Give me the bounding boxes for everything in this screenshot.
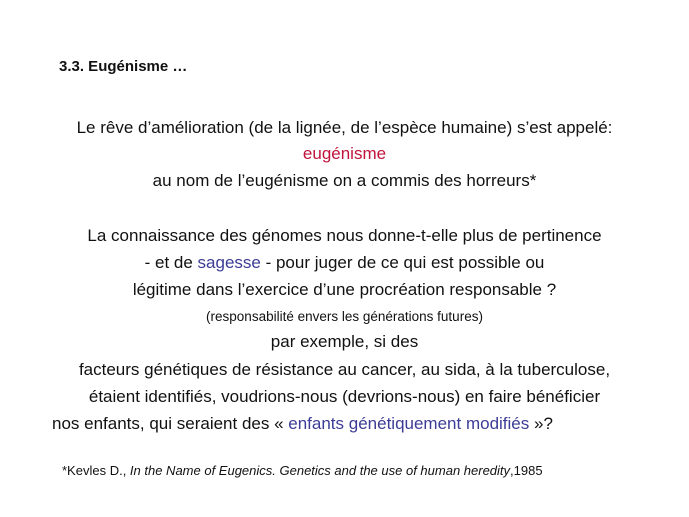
footnote-prefix: *Kevles D., bbox=[62, 463, 130, 478]
text-line-8: par exemple, si des bbox=[270, 332, 419, 351]
text-line-7: (responsabilité envers les générations futures) bbox=[206, 309, 483, 324]
text-line-3: au nom de l’eugénisme on a commis des horreurs* bbox=[152, 171, 537, 190]
footnote-book-title: In the Name of Eugenics. Genetics and the use of human heredity bbox=[129, 463, 511, 478]
footnote bbox=[62, 463, 543, 478]
text-line-5-start: - et de bbox=[144, 253, 198, 272]
text-line-1: Le rêve d’amélioration (de la lignée, de l’espèce humaine) s’est appelé: bbox=[76, 118, 613, 137]
text-line-4: La connaissance des génomes nous donne-t-elle plus de pertinence bbox=[87, 226, 602, 245]
text-line-11-start: nos enfants, qui seraient des « bbox=[52, 414, 289, 433]
text-line-11-end: »? bbox=[529, 414, 553, 433]
text-line-6: légitime dans l’exercice d’une procréation responsable ? bbox=[132, 280, 557, 299]
text-line-10: étaient identifiés, voudrions-nous (devrions-nous) en faire bénéficier bbox=[88, 387, 601, 406]
text-line-9: facteurs génétiques de résistance au cancer, au sida, à la tuberculose, bbox=[78, 360, 611, 379]
keyword-enfants-modifies: enfants génétiquement modifiés bbox=[288, 414, 530, 433]
text-line-11 bbox=[52, 413, 553, 435]
footnote-year: ,1985 bbox=[510, 463, 543, 478]
text-line-5-end: - pour juger de ce qui est possible ou bbox=[260, 253, 545, 272]
keyword-sagesse: sagesse bbox=[197, 253, 261, 272]
keyword-eugenisme: eugénisme bbox=[302, 144, 387, 163]
text-line-5 bbox=[0, 252, 689, 274]
slide-title: 3.3. Eugénisme … bbox=[59, 58, 188, 75]
